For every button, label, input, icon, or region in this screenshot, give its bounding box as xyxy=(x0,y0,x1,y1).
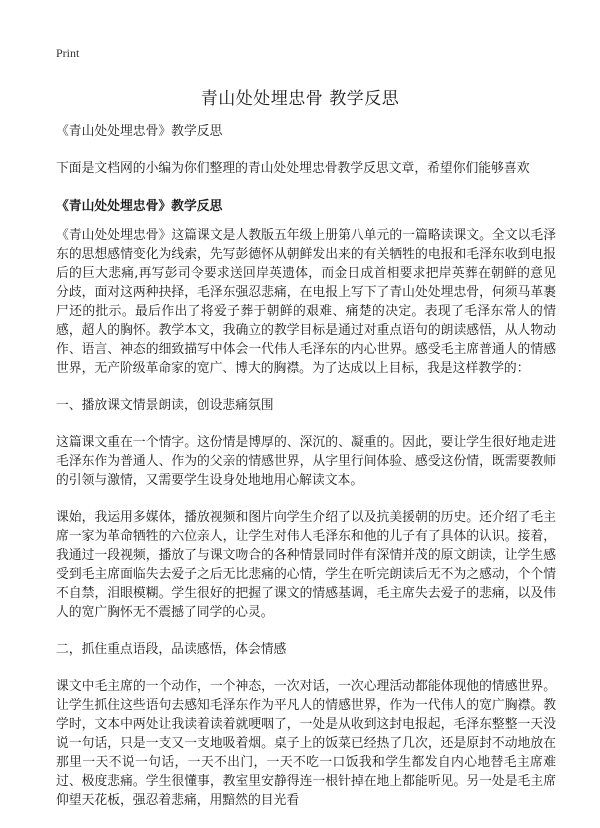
article-intro: 下面是文档网的小编为你们整理的青山处处埋忠骨教学反思文章，希望你们能够喜欢 xyxy=(56,161,530,176)
section-heading-2: 二，抓住重点语段，品读感悟，体会情感 xyxy=(56,642,287,657)
page-title: 青山处处埋忠骨 教学反思 xyxy=(200,89,400,109)
print-link[interactable]: Print xyxy=(56,46,80,60)
paragraph-section-1a: 这篇课文重在一个情字。这份情是博厚的、深沉的、凝重的。因此，要让学生很好地走进毛泽东作为普通人、作为的父亲的情感世界，从字里行间体验、感受这份情，既需要教师的引领与激情，又需要学生设身处地地用心解读文本。 xyxy=(56,435,556,488)
article-subtitle: 《青山处处埋忠骨》教学反思 xyxy=(56,124,223,139)
article-heading: 《青山处处埋忠骨》教学反思 xyxy=(56,199,223,214)
paragraph-section-1b: 课始，我运用多媒体，播放视频和图片向学生介绍了以及抗美援朝的历史。还介绍了毛主席一家为革命牺牲的六位亲人，让学生对伟人毛泽东和他的儿子有了具体的认识。接着，我通过一段视频，播放了与课文吻合的各种情景同时伴有深情并茂的原文朗读，让学生感受到毛主席面临失去爱子之后无比悲痛的心情，学生在听完朗读后无不为之感动，个个情不自禁，泪眼模糊。学生很好的把握了课文的情感基调，毛主席失去爱子的悲痛，以及伟人的宽广胸怀无不震撼了同学的心灵。 xyxy=(56,510,556,620)
paragraph-overview: 《青山处处埋忠骨》这篇课文是人教版五年级上册第八单元的一篇略读课文。全文以毛泽东的思想感情变化为线索，先写彭德怀从朝鲜发出来的有关牺牲的电报和毛泽东收到电报后的巨大悲痛,再写彭司令要求送回岸英遗体，而金日成首相要求把岸英葬在朝鲜的意见分歧，面对这两种抉择，毛泽东强忍悲痛，在电报上写下了青山处处埋忠骨，何须马革裹尸还的批示。最后作出了将爱子葬于朝鲜的艰难、痛楚的决定。表现了毛泽东常人的情感，超人的胸怀。教学本文，我确立的教学目标是通过对重点语句的朗读感悟，从人物动作、语言、神态的细致描写中体会一代伟人毛泽东的内心世界。感受毛主席普通人的情感世界，无产阶级革命家的宽广、博大的胸襟。为了达成以上目标，我是这样教学的： xyxy=(56,228,556,376)
paragraph-section-2a: 课文中毛主席的一个动作，一个神态，一次对话，一次心理活动都能体现他的情感世界。让学生抓住这些语句去感知毛泽东作为平凡人的情感世界，作为一代伟人的宽广胸襟。教学时，文本中两处让我读着读着就哽咽了，一处是从收到这封电报起，毛泽东整整一天没说一句话，只是一支又一支地吸着烟。桌子上的饭菜已经热了几次，还是原封不动地放在那里一天不说一句话，一天不出门，一天不吃一口饭我和学生都发自内心地替毛主席难过、极度悲痛。学生很懂事，教室里安静得连一根针掉在地上都能听见。另一处是毛主席仰望天花板，强忍着悲痛，用黯然的目光看 xyxy=(56,679,556,808)
section-heading-1: 一、播放课文情景朗读，创设悲痛氛围 xyxy=(56,398,274,413)
article-body xyxy=(56,122,556,828)
